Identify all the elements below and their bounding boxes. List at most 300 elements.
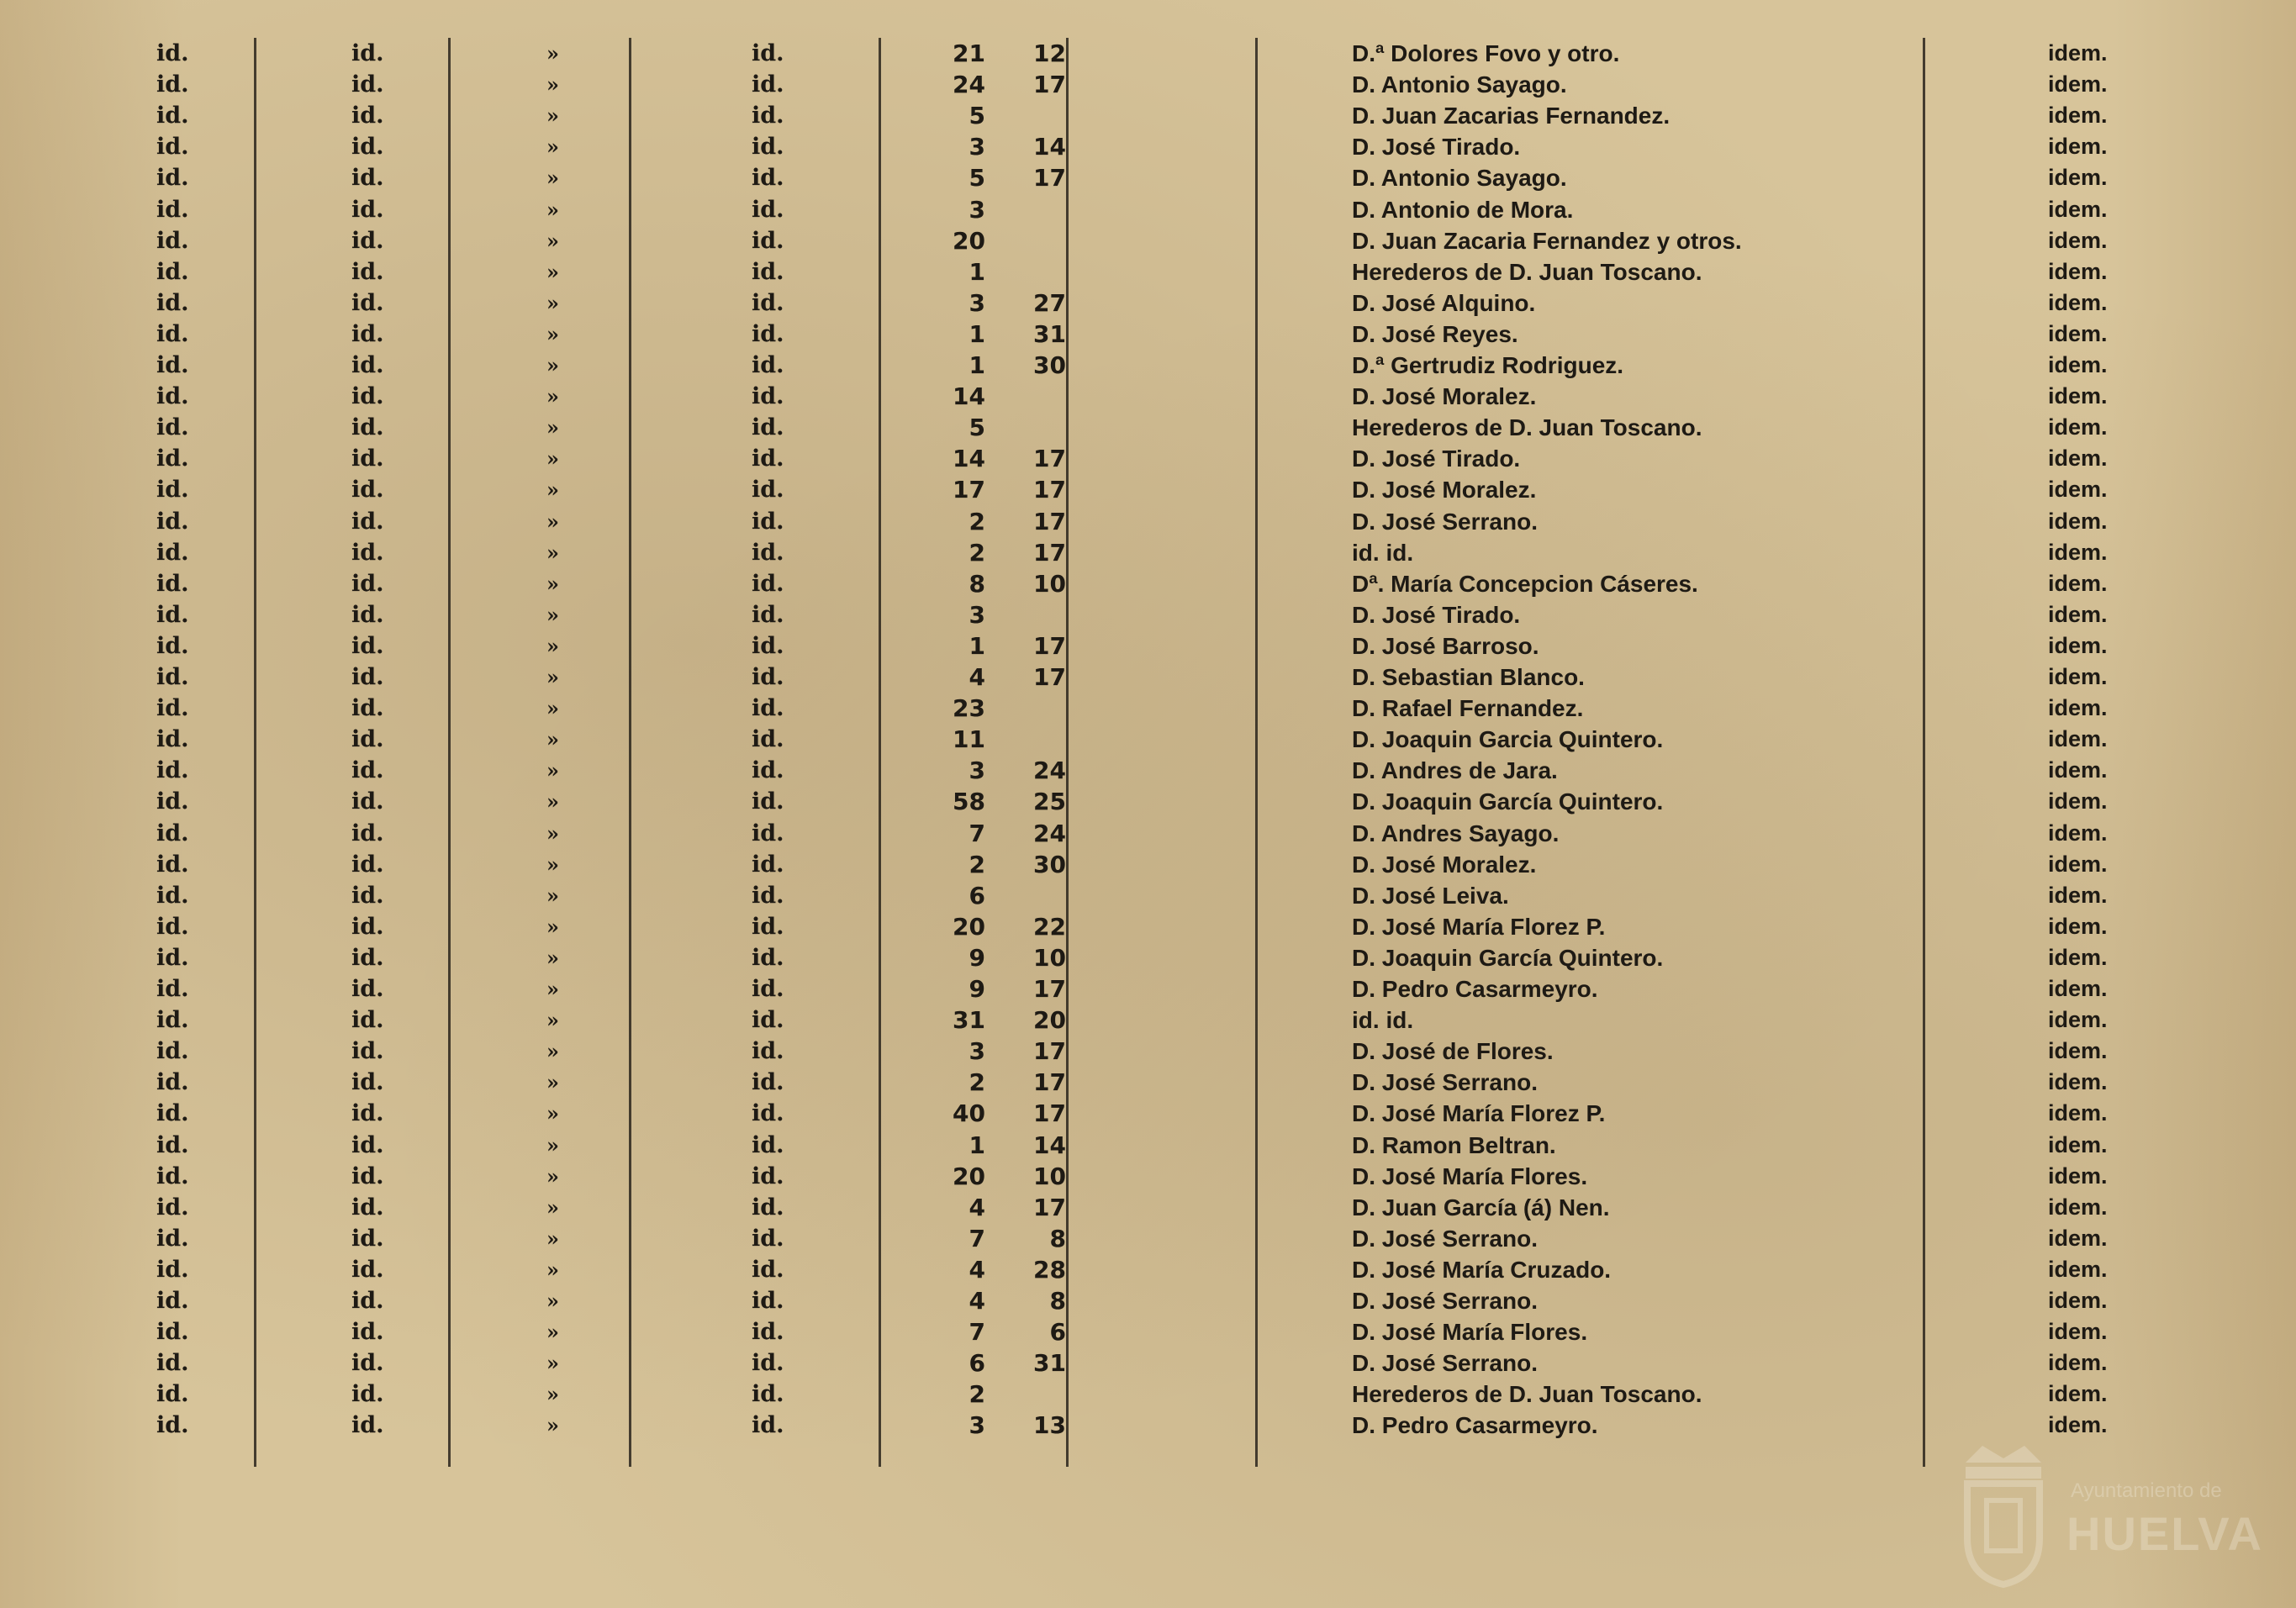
cell-amount-minor: 25: [1033, 788, 1066, 816]
cell-ditto: »: [546, 1257, 559, 1282]
cell-idem: idem.: [2048, 944, 2108, 970]
cell-col2: id.: [351, 757, 384, 784]
table-row: [0, 319, 2296, 350]
cell-ditto: »: [546, 1163, 559, 1189]
cell-col1: id.: [156, 570, 189, 597]
table-row: [0, 131, 2296, 162]
cell-col2: id.: [351, 632, 384, 659]
cell-amount-major: 24: [953, 71, 985, 99]
cell-col4: id.: [752, 570, 784, 597]
cell-col2: id.: [351, 570, 384, 597]
cell-amount-minor: 31: [1033, 319, 1066, 348]
cell-owner-name: D. José Moralez.: [1352, 851, 1537, 878]
cell-amount-major: 20: [953, 912, 985, 941]
cell-col1: id.: [156, 976, 189, 1002]
cell-idem: idem.: [2048, 227, 2108, 253]
cell-col1: id.: [156, 258, 189, 285]
cell-amount-major: 6: [969, 1349, 985, 1378]
cell-idem: idem.: [2048, 1381, 2108, 1407]
cell-amount-major: 2: [969, 1380, 985, 1409]
table-row: [0, 1130, 2296, 1161]
cell-col2: id.: [351, 320, 384, 347]
cell-col4: id.: [752, 40, 784, 66]
cell-col1: id.: [156, 664, 189, 690]
cell-col2: id.: [351, 71, 384, 98]
cell-col2: id.: [351, 1319, 384, 1346]
cell-col4: id.: [752, 1163, 784, 1189]
cell-amount-minor: 28: [1033, 1255, 1066, 1284]
cell-ditto: »: [546, 353, 559, 377]
cell-amount-major: 5: [969, 102, 985, 130]
cell-amount-major: 1: [969, 631, 985, 660]
cell-owner-name: D. Antonio Sayago.: [1352, 165, 1567, 192]
cell-col1: id.: [156, 414, 189, 441]
cell-ditto: »: [546, 1101, 559, 1126]
cell-idem: idem.: [2048, 539, 2108, 565]
cell-amount-minor: 30: [1033, 351, 1066, 379]
cell-owner-name: Herederos de D. Juan Toscano.: [1352, 258, 1702, 285]
cell-col4: id.: [752, 1225, 784, 1252]
cell-ditto: »: [546, 1132, 559, 1157]
cell-col1: id.: [156, 1225, 189, 1252]
cell-col4: id.: [752, 227, 784, 254]
cell-amount-major: 1: [969, 319, 985, 348]
table-row: [0, 880, 2296, 911]
cell-col1: id.: [156, 944, 189, 971]
cell-ditto: »: [546, 758, 559, 783]
cell-amount-minor: 10: [1033, 1162, 1066, 1190]
cell-col2: id.: [351, 227, 384, 254]
cell-amount-major: 11: [953, 725, 985, 754]
table-row: [0, 69, 2296, 100]
cell-amount-minor: 17: [1033, 1099, 1066, 1128]
cell-idem: idem.: [2048, 757, 2108, 783]
cell-ditto: »: [546, 571, 559, 596]
cell-amount-minor: 20: [1033, 1006, 1066, 1035]
crest-icon: [1949, 1437, 2058, 1589]
cell-col4: id.: [752, 757, 784, 784]
cell-amount-major: 3: [969, 288, 985, 317]
cell-col2: id.: [351, 1007, 384, 1034]
cell-col1: id.: [156, 1100, 189, 1127]
cell-col4: id.: [752, 1069, 784, 1096]
cell-amount-minor: 17: [1033, 975, 1066, 1003]
cell-owner-name: D. José Barroso.: [1352, 632, 1539, 659]
cell-col1: id.: [156, 383, 189, 410]
cell-ditto: »: [546, 540, 559, 565]
cell-col1: id.: [156, 227, 189, 254]
cell-ditto: »: [546, 415, 559, 440]
cell-amount-major: 3: [969, 1411, 985, 1440]
cell-col2: id.: [351, 1256, 384, 1283]
cell-owner-name: D. José Serrano.: [1352, 1069, 1538, 1096]
cell-col2: id.: [351, 1069, 384, 1096]
cell-amount-minor: 14: [1033, 133, 1066, 161]
cell-col2: id.: [351, 445, 384, 472]
cell-idem: idem.: [2048, 1194, 2108, 1220]
cell-owner-name: D. Juan Zacaria Fernandez y otros.: [1352, 227, 1742, 254]
cell-col4: id.: [752, 352, 784, 378]
cell-owner-name: D. Joaquin Garcia Quintero.: [1352, 726, 1664, 753]
cell-ditto: »: [546, 509, 559, 534]
table-row: [0, 1036, 2296, 1067]
cell-idem: idem.: [2048, 820, 2108, 846]
cell-amount-major: 8: [969, 569, 985, 598]
cell-owner-name: D. José Reyes.: [1352, 320, 1518, 347]
cell-col2: id.: [351, 383, 384, 410]
cell-amount-major: 6: [969, 881, 985, 909]
cell-idem: idem.: [2048, 1163, 2108, 1189]
table-row: [0, 786, 2296, 817]
cell-amount-minor: 17: [1033, 1037, 1066, 1066]
cell-ditto: »: [546, 72, 559, 98]
cell-ditto: »: [546, 290, 559, 315]
cell-amount-minor: 10: [1033, 569, 1066, 598]
cell-owner-name: D. Antonio Sayago.: [1352, 71, 1567, 98]
cell-col4: id.: [752, 508, 784, 535]
cell-owner-name: D. Joaquin García Quintero.: [1352, 944, 1664, 971]
cell-owner-name: id. id.: [1352, 1007, 1414, 1034]
cell-ditto: »: [546, 259, 559, 284]
cell-col4: id.: [752, 320, 784, 347]
cell-amount-major: 2: [969, 507, 985, 535]
cell-col4: id.: [752, 851, 784, 878]
cell-amount-major: 20: [953, 1162, 985, 1190]
cell-col4: id.: [752, 196, 784, 223]
cell-idem: idem.: [2048, 1288, 2108, 1313]
cell-amount-minor: 30: [1033, 850, 1066, 878]
cell-col2: id.: [351, 165, 384, 192]
cell-col1: id.: [156, 539, 189, 566]
cell-amount-minor: 8: [1049, 1224, 1066, 1252]
cell-idem: idem.: [2048, 196, 2108, 222]
cell-col1: id.: [156, 851, 189, 878]
cell-col4: id.: [752, 976, 784, 1002]
cell-amount-major: 21: [953, 40, 985, 67]
table-row: [0, 506, 2296, 537]
table-row: [0, 1410, 2296, 1441]
cell-ditto: »: [546, 477, 559, 503]
cell-idem: idem.: [2048, 1350, 2108, 1376]
cell-col4: id.: [752, 1319, 784, 1346]
cell-idem: idem.: [2048, 289, 2108, 315]
cell-idem: idem.: [2048, 1007, 2108, 1033]
cell-ditto: »: [546, 228, 559, 253]
cell-col4: id.: [752, 414, 784, 441]
cell-ditto: »: [546, 134, 559, 160]
cell-amount-minor: 24: [1033, 757, 1066, 785]
cell-ditto: »: [546, 1382, 559, 1407]
cell-idem: idem.: [2048, 414, 2108, 440]
cell-col1: id.: [156, 196, 189, 223]
cell-idem: idem.: [2048, 1069, 2108, 1095]
table-row: [0, 662, 2296, 693]
cell-col2: id.: [351, 103, 384, 129]
cell-col4: id.: [752, 383, 784, 410]
table-row: [0, 942, 2296, 973]
cell-ditto: »: [546, 789, 559, 815]
cell-col1: id.: [156, 445, 189, 472]
cell-owner-name: D. José Serrano.: [1352, 1288, 1538, 1314]
cell-idem: idem.: [2048, 71, 2108, 98]
cell-owner-name: D. Juan Zacarias Fernandez.: [1352, 103, 1671, 129]
cell-amount-major: 3: [969, 195, 985, 224]
table-row: [0, 256, 2296, 287]
cell-col2: id.: [351, 508, 384, 535]
cell-amount-minor: 17: [1033, 1193, 1066, 1221]
cell-amount-minor: 17: [1033, 445, 1066, 473]
cell-amount-major: 3: [969, 1037, 985, 1066]
cell-ditto: »: [546, 1226, 559, 1251]
cell-col2: id.: [351, 695, 384, 722]
cell-col2: id.: [351, 1381, 384, 1408]
cell-idem: idem.: [2048, 788, 2108, 815]
table-row: [0, 443, 2296, 474]
cell-amount-major: 58: [953, 788, 985, 816]
cell-owner-name: D. Rafael Fernandez.: [1352, 695, 1584, 722]
cell-amount-major: 31: [953, 1006, 985, 1035]
cell-ditto: »: [546, 197, 559, 222]
cell-amount-major: 2: [969, 1068, 985, 1097]
cell-idem: idem.: [2048, 570, 2108, 596]
cell-col4: id.: [752, 1194, 784, 1220]
cell-amount-major: 4: [969, 1287, 985, 1315]
table-row: [0, 630, 2296, 662]
cell-idem: idem.: [2048, 320, 2108, 346]
cell-owner-name: D. José Moralez.: [1352, 383, 1537, 410]
cell-idem: idem.: [2048, 1256, 2108, 1282]
cell-owner-name: id. id.: [1352, 539, 1414, 566]
table-row: [0, 287, 2296, 319]
cell-col4: id.: [752, 134, 784, 161]
cell-col4: id.: [752, 103, 784, 129]
cell-col4: id.: [752, 632, 784, 659]
cell-ditto: »: [546, 103, 559, 129]
cell-ditto: »: [546, 1008, 559, 1033]
cell-ditto: »: [546, 696, 559, 721]
cell-col1: id.: [156, 1069, 189, 1096]
cell-amount-major: 9: [969, 975, 985, 1003]
cell-owner-name: D. Pedro Casarmeyro.: [1352, 976, 1598, 1002]
cell-col4: id.: [752, 913, 784, 940]
cell-amount-minor: 17: [1033, 164, 1066, 192]
cell-amount-minor: 8: [1049, 1287, 1066, 1315]
cell-amount-minor: 17: [1033, 538, 1066, 567]
cell-col2: id.: [351, 1225, 384, 1252]
cell-col1: id.: [156, 695, 189, 722]
cell-amount-major: 3: [969, 757, 985, 785]
cell-owner-name: D.ª Gertrudiz Rodriguez.: [1352, 352, 1624, 378]
cell-col1: id.: [156, 320, 189, 347]
cell-col4: id.: [752, 289, 784, 316]
cell-amount-major: 3: [969, 600, 985, 629]
cell-idem: idem.: [2048, 352, 2108, 377]
cell-amount-major: 7: [969, 819, 985, 847]
cell-idem: idem.: [2048, 695, 2108, 721]
ayuntamiento-huelva-logo: [1949, 1437, 2263, 1589]
cell-idem: idem.: [2048, 258, 2108, 284]
cell-idem: idem.: [2048, 383, 2108, 409]
table-row: [0, 724, 2296, 755]
cell-ditto: »: [546, 820, 559, 846]
cell-idem: idem.: [2048, 1225, 2108, 1251]
cell-idem: idem.: [2048, 664, 2108, 689]
cell-ditto: »: [546, 321, 559, 346]
cell-col1: id.: [156, 1194, 189, 1220]
cell-amount-major: 1: [969, 1131, 985, 1159]
cell-amount-minor: 31: [1033, 1349, 1066, 1378]
cell-amount-major: 2: [969, 850, 985, 878]
table-row: [0, 1347, 2296, 1379]
cell-col4: id.: [752, 1131, 784, 1158]
cell-col2: id.: [351, 258, 384, 285]
cell-owner-name: D. José María Flores.: [1352, 1319, 1588, 1346]
cell-idem: idem.: [2048, 477, 2108, 503]
cell-col2: id.: [351, 601, 384, 628]
table-row: [0, 1004, 2296, 1036]
cell-amount-minor: 12: [1033, 40, 1066, 67]
cell-col1: id.: [156, 632, 189, 659]
cell-col2: id.: [351, 820, 384, 846]
cell-amount-minor: 17: [1033, 631, 1066, 660]
cell-amount-major: 3: [969, 133, 985, 161]
cell-owner-name: D. José Alquino.: [1352, 289, 1536, 316]
cell-idem: idem.: [2048, 882, 2108, 908]
cell-col2: id.: [351, 1131, 384, 1158]
cell-col1: id.: [156, 913, 189, 940]
table-row: [0, 599, 2296, 630]
cell-col4: id.: [752, 1350, 784, 1377]
table-row: [0, 381, 2296, 412]
cell-col2: id.: [351, 414, 384, 441]
cell-idem: idem.: [2048, 40, 2108, 66]
cell-col1: id.: [156, 1131, 189, 1158]
cell-owner-name: D. José María Flores.: [1352, 1163, 1588, 1189]
cell-col2: id.: [351, 1163, 384, 1189]
cell-col1: id.: [156, 1350, 189, 1377]
cell-idem: idem.: [2048, 134, 2108, 160]
cell-col2: id.: [351, 1038, 384, 1065]
cell-col1: id.: [156, 1038, 189, 1065]
cell-ditto: »: [546, 41, 559, 66]
cell-owner-name: D. José Tirado.: [1352, 134, 1521, 161]
cell-col2: id.: [351, 726, 384, 753]
cell-col4: id.: [752, 664, 784, 690]
cell-col2: id.: [351, 976, 384, 1002]
cell-col4: id.: [752, 1288, 784, 1314]
cell-owner-name: D. Andres de Jara.: [1352, 757, 1558, 784]
cell-owner-name: Herederos de D. Juan Toscano.: [1352, 1381, 1702, 1408]
cell-col1: id.: [156, 508, 189, 535]
cell-idem: idem.: [2048, 632, 2108, 658]
cell-col4: id.: [752, 1412, 784, 1439]
cell-amount-major: 14: [953, 382, 985, 411]
cell-amount-major: 17: [953, 476, 985, 504]
cell-col1: id.: [156, 882, 189, 909]
cell-owner-name: Dª. María Concepcion Cáseres.: [1352, 570, 1698, 597]
cell-amount-major: 4: [969, 663, 985, 691]
cell-col1: id.: [156, 1381, 189, 1408]
cell-ditto: »: [546, 1070, 559, 1095]
table-row: [0, 693, 2296, 724]
table-row: [0, 412, 2296, 443]
cell-col2: id.: [351, 196, 384, 223]
cell-idem: idem.: [2048, 1131, 2108, 1157]
cell-col4: id.: [752, 1256, 784, 1283]
cell-col1: id.: [156, 1288, 189, 1314]
cell-col1: id.: [156, 1412, 189, 1439]
cell-col2: id.: [351, 788, 384, 815]
cell-col4: id.: [752, 445, 784, 472]
cell-idem: idem.: [2048, 1319, 2108, 1345]
cell-col2: id.: [351, 913, 384, 940]
cell-amount-minor: 17: [1033, 663, 1066, 691]
logo-text-line1: Ayuntamiento de: [2071, 1479, 2222, 1502]
cell-ditto: »: [546, 633, 559, 658]
cell-idem: idem.: [2048, 1412, 2108, 1438]
cell-owner-name: D. José Leiva.: [1352, 882, 1509, 909]
cell-col2: id.: [351, 1412, 384, 1439]
cell-col1: id.: [156, 165, 189, 192]
cell-idem: idem.: [2048, 726, 2108, 752]
cell-amount-major: 14: [953, 445, 985, 473]
cell-col1: id.: [156, 71, 189, 98]
table-row: [0, 973, 2296, 1004]
cell-ditto: »: [546, 1413, 559, 1438]
table-row: [0, 194, 2296, 225]
table-row: [0, 1254, 2296, 1285]
cell-ditto: »: [546, 883, 559, 908]
cell-col2: id.: [351, 134, 384, 161]
cell-col1: id.: [156, 726, 189, 753]
table-row: [0, 474, 2296, 505]
cell-col1: id.: [156, 1163, 189, 1189]
cell-owner-name: Herederos de D. Juan Toscano.: [1352, 414, 1702, 441]
logo-text-line2: HUELVA: [2066, 1507, 2263, 1560]
cell-owner-name: D. José Serrano.: [1352, 1225, 1538, 1252]
cell-col4: id.: [752, 258, 784, 285]
cell-amount-minor: 17: [1033, 71, 1066, 99]
cell-amount-minor: 17: [1033, 507, 1066, 535]
cell-amount-major: 4: [969, 1193, 985, 1221]
table-row: [0, 537, 2296, 568]
cell-idem: idem.: [2048, 976, 2108, 1001]
cell-col2: id.: [351, 289, 384, 316]
cell-col1: id.: [156, 1007, 189, 1034]
table-row: [0, 1067, 2296, 1098]
cell-ditto: »: [546, 1351, 559, 1376]
cell-idem: idem.: [2048, 913, 2108, 939]
cell-owner-name: D. José María Florez P.: [1352, 1100, 1606, 1127]
cell-amount-minor: 13: [1033, 1411, 1066, 1440]
table-row: [0, 911, 2296, 942]
cell-owner-name: D. José María Cruzado.: [1352, 1256, 1612, 1283]
cell-col1: id.: [156, 601, 189, 628]
table-row: [0, 162, 2296, 193]
cell-owner-name: D. José Moralez.: [1352, 477, 1537, 503]
cell-col1: id.: [156, 820, 189, 846]
cell-col1: id.: [156, 40, 189, 66]
cell-idem: idem.: [2048, 103, 2108, 129]
cell-owner-name: D. José de Flores.: [1352, 1038, 1554, 1065]
cell-amount-minor: 22: [1033, 912, 1066, 941]
cell-col2: id.: [351, 477, 384, 503]
cell-col2: id.: [351, 944, 384, 971]
cell-ditto: »: [546, 602, 559, 627]
table-row: [0, 818, 2296, 849]
cell-ditto: »: [546, 1194, 559, 1220]
cell-col2: id.: [351, 352, 384, 378]
